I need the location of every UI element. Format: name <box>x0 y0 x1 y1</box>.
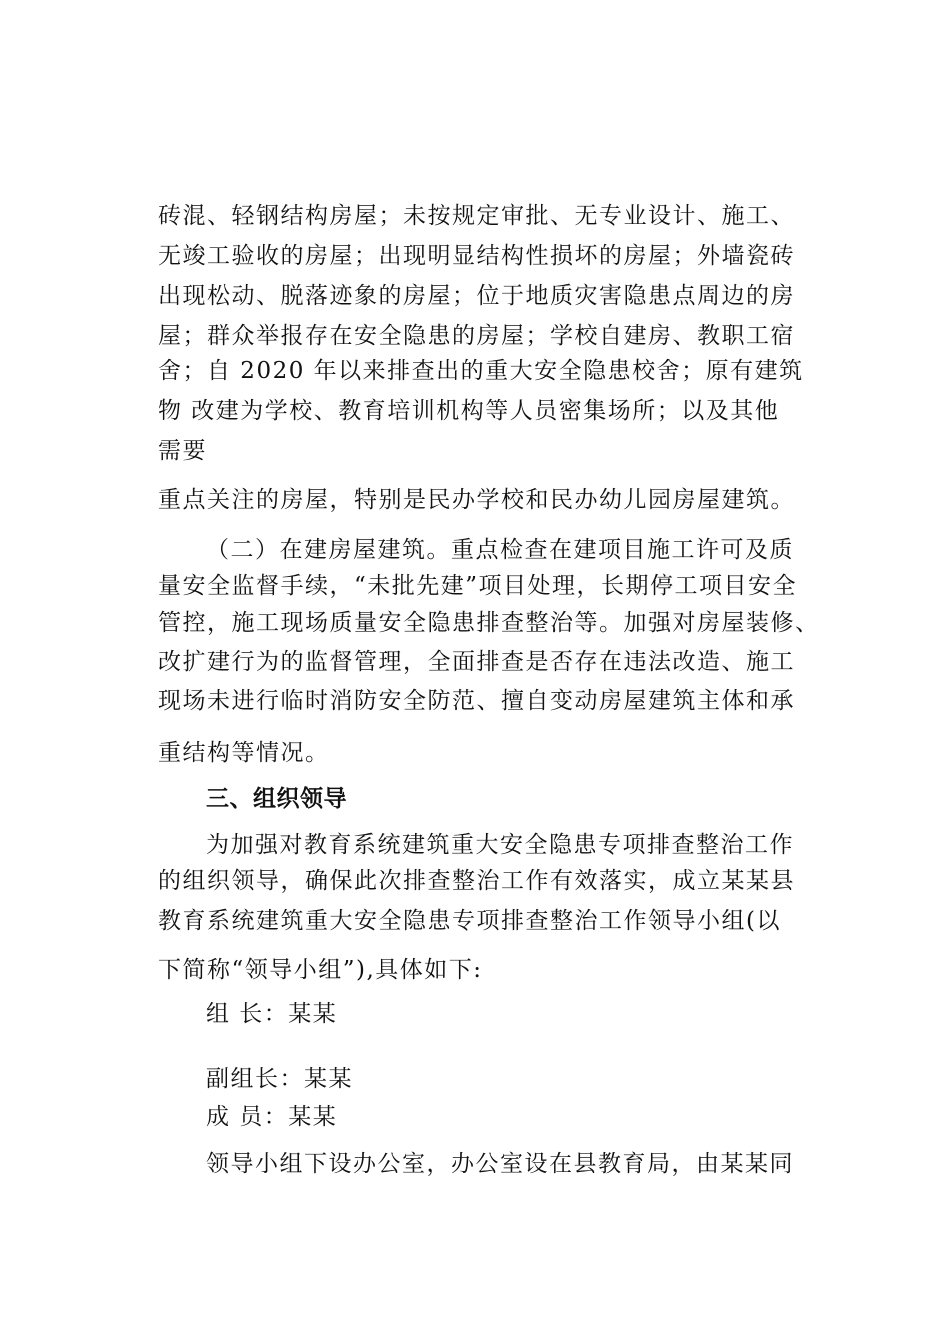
section-3-line-1: 为加强对教育系统建筑重大安全隐患专项排查整治工作 <box>206 832 794 858</box>
section-3-line-4: 下简称“领导小组”),具体如下: <box>158 957 483 983</box>
section-heading: 三、组织领导 <box>206 786 347 812</box>
section-2-line-1: （二）在建房屋建筑。重点检查在建项目施工许可及质 <box>206 537 794 563</box>
paragraph-line-1: 砖混、轻钢结构房屋；未按规定审批、无专业设计、施工、 <box>158 203 795 229</box>
section-2-line-5: 现场未进行临时消防安全防范、擅自变动房屋建筑主体和承 <box>158 688 795 714</box>
members-line: 成 员：某某 <box>206 1104 338 1130</box>
section-3-line-3: 教育系统建筑重大安全隐患专项排查整治工作领导小组(以 <box>158 908 781 934</box>
paragraph-line-4: 屋；群众举报存在安全隐患的房屋；学校自建房、教职工宿 <box>158 323 795 349</box>
section-2-line-4: 改扩建行为的监督管理，全面排查是否存在违法改造、施工 <box>158 649 795 675</box>
paragraph-line-6: 物 改建为学校、教育培训机构等人员密集场所；以及其他 <box>158 398 780 424</box>
paragraph-line-8: 重点关注的房屋，特别是民办学校和民办幼儿园房屋建筑。 <box>158 487 795 513</box>
section-2-line-3: 管控，施工现场质量安全隐患排查整治等。加强对房屋装修、 <box>158 610 820 636</box>
section-2-line-6: 重结构等情况。 <box>158 740 330 766</box>
paragraph-line-5: 舍；自 2020 年以来排查出的重大安全隐患校舍；原有建筑 <box>158 358 804 384</box>
paragraph-line-7: 需要 <box>158 438 207 464</box>
office-line: 领导小组下设办公室，办公室设在县教育局，由某某同 <box>206 1151 794 1177</box>
deputy-leader-line: 副组长：某某 <box>206 1066 353 1092</box>
leader-line: 组 长：某某 <box>206 1001 338 1027</box>
section-3-line-2: 的组织领导，确保此次排查整治工作有效落实，成立某某县 <box>158 868 795 894</box>
paragraph-line-2: 无竣工验收的房屋；出现明显结构性损坏的房屋；外墙瓷砖 <box>158 243 795 269</box>
section-2-line-2: 量安全监督手续，“未批先建”项目处理，长期停工项目安全 <box>158 573 798 599</box>
paragraph-line-3: 出现松动、脱落迹象的房屋；位于地质灾害隐患点周边的房 <box>158 283 795 309</box>
